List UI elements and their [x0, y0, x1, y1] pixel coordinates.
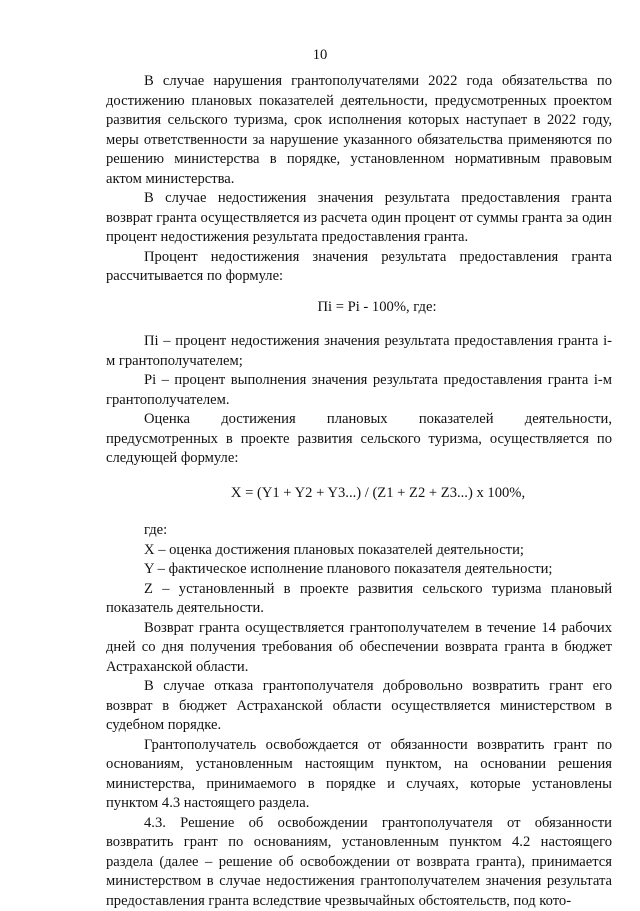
definition-y: Y – фактическое исполнение планового показателя деятельности;: [106, 560, 612, 580]
formula-assessment: X = (Y1 + Y2 + Y3...) / (Z1 + Z2 + Z3...) x 100%,: [106, 484, 612, 504]
definition-z: Z – установленный в проекте развития сельского туризма плановый показатель деятельности.: [106, 580, 612, 619]
formula-nondelivery: Пi = Pi - 100%, где:: [106, 298, 612, 318]
paragraph-section-4-3: 4.3. Решение об освобождении грантополучателя от обязанности возвратить грант по основаниям, установленным пунктом 4.2 настоящего раздела (далее – решение об освобождении от возврата гранта), принимается министерством в случае недостижения грантополучателем значения результата предоставления гранта вследствие чрезвычайных обстоятельств, под кото-: [106, 814, 612, 911]
definition-x: X – оценка достижения плановых показателей деятельности;: [106, 541, 612, 561]
definition-pi: Пi – процент недостижения значения результата предоставления гранта i-м грантополучателем;: [106, 332, 612, 371]
paragraph-refusal: В случае отказа грантополучателя добровольно возвратить грант его возврат в бюджет Астраханской области осуществляется министерством в судебном порядке.: [106, 677, 612, 736]
paragraph-formula-intro: Процент недостижения значения результата предоставления гранта рассчитывается по формуле:: [106, 248, 612, 287]
paragraph-assessment-intro: Оценка достижения плановых показателей деятельности, предусмотренных в проекте развития сельского туризма, осуществляется по следующей формуле:: [106, 410, 612, 469]
paragraph-grant-return: В случае недостижения значения результата предоставления гранта возврат гранта осуществляется из расчета один процент от суммы гранта за один процент недостижения результата предоставления гранта.: [106, 189, 612, 248]
paragraph-return-term: Возврат гранта осуществляется грантополучателем в течение 14 рабочих дней со дня получения требования об обеспечении возврата гранта в бюджет Астраханской области.: [106, 619, 612, 678]
page-body: [106, 72, 612, 911]
paragraph-violation-obligations: В случае нарушения грантополучателями 2022 года обязательства по достижению плановых показателей деятельности, предусмотренных проектом развития сельского туризма, срок исполнения которых наступает в 2022 году, меры ответственности за нарушение указанного обязательства применяются по решению министерства в порядке, установленном нормативным правовым актом министерства.: [106, 72, 612, 189]
paragraph-exemption: Грантополучатель освобождается от обязанности возвратить грант по основаниям, установленным настоящим пунктом, на основании решения министерства, принимаемого в порядке и случаях, которые установлены пунктом 4.3 настоящего раздела.: [106, 736, 612, 814]
page-number: 10: [0, 46, 640, 66]
paragraph-where: где:: [106, 521, 612, 541]
definition-ri: Pi – процент выполнения значения результата предоставления гранта i-м грантополучателем.: [106, 371, 612, 410]
